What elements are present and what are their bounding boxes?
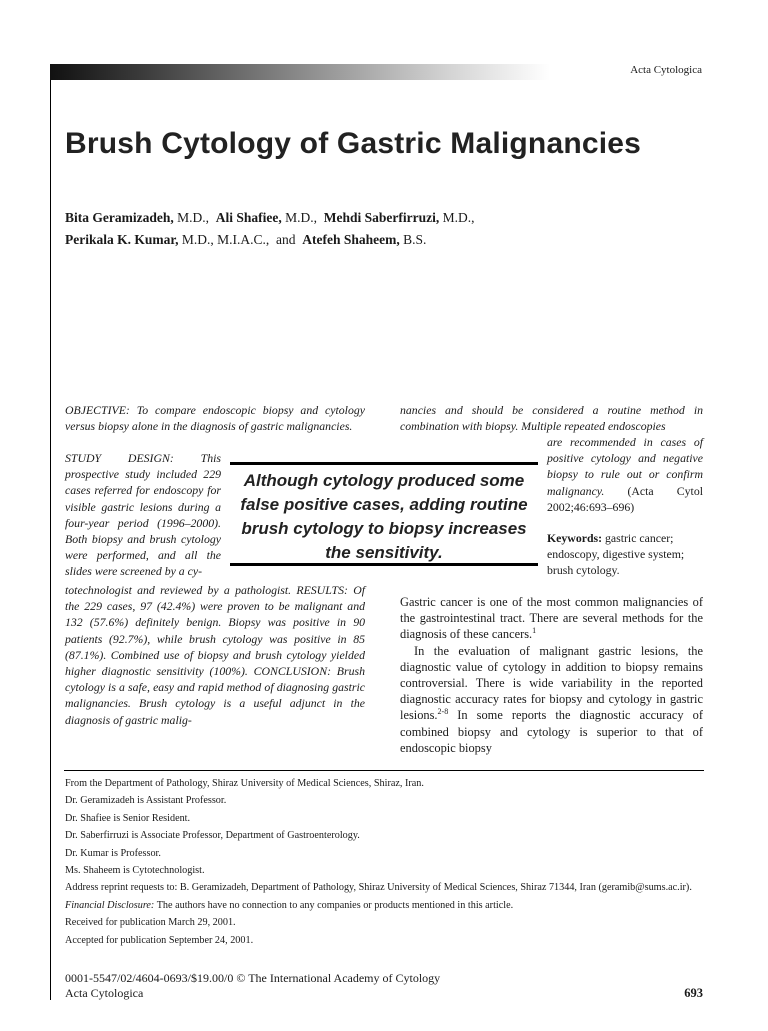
author-degree: B.S. xyxy=(399,232,427,247)
body-paragraph-text: In some reports the diagnostic accuracy of combined biopsy and cytology is superior to that of endoscopic biopsy xyxy=(400,708,703,755)
body-text xyxy=(400,594,703,756)
abstract-study-design: STUDY DESIGN: This prospective study included 229 cases referred for endoscopy for visible gastric lesions during a four-year period (1996–2000). Both biopsy and brush cytology were performed, and all the slides were screened by a cy- xyxy=(65,451,221,579)
author-name: Perikala K. Kumar, xyxy=(65,232,179,247)
author-name: Bita Geramizadeh, xyxy=(65,210,174,225)
footnote-author-role: Dr. Geramizadeh is Assistant Professor. xyxy=(65,795,227,807)
footnote-reprint: Address reprint requests to: B. Geramizadeh, Department of Pathology, Shiraz University of Medical Sciences, Shiraz 71344, Iran (geramib@sums.ac.ir). xyxy=(65,882,692,894)
author-conjunction: and xyxy=(276,232,296,247)
header-gradient-bar xyxy=(50,64,550,80)
footnotes xyxy=(65,778,703,952)
abstract-results-conclusion: totechnologist and reviewed by a pathologist. RESULTS: Of the 229 cases, 97 (42.4%) were proven to be malignant and 132 (57.6%) definitely benign. Biopsy was positive in 90 patients (92.7%), while brush cytology was positive in 85 (87.1%). Combined use of biopsy and brush cytology yielded higher diagnostic sensitivity (100%). CONCLUSION: Brush cytology is a safe, easy and rapid method of diagnosing gastric malignancies. Brush cytology is a useful adjunct in the diagnosis of gastric malig- xyxy=(65,583,365,727)
keywords-label: Keywords: xyxy=(547,531,603,545)
footnote-author-role: Dr. Saberfirruzi is Associate Professor, Department of Gastroenterology. xyxy=(65,830,360,842)
footnote-received: Received for publication March 29, 2001. xyxy=(65,917,236,929)
body-paragraph xyxy=(400,594,703,643)
pull-quote: Although cytology produced some false positive cases, adding routine brush cytology to biopsy increases the sensitivity. xyxy=(230,462,538,566)
running-header-journal: Acta Cytologica xyxy=(630,64,702,76)
reference-marker: 1 xyxy=(532,626,537,636)
author-degree: M.D., xyxy=(281,210,318,225)
abstract-continuation: nancies and should be considered a routine method in combination with biopsy. Multiple repeated endoscopies xyxy=(400,403,703,434)
left-margin-rule xyxy=(50,64,51,1000)
body-paragraph-text: In the evaluation of malignant gastric lesions, the diagnostic value of cytology in addition to biopsy remains controversial. There is wide variability in the reported diagnostic accuracy rates for biopsy and cytology in gastric lesions. xyxy=(400,643,703,723)
article-title: Brush Cytology of Gastric Malignancies xyxy=(65,127,642,160)
body-paragraph xyxy=(400,643,703,756)
footnote-author-role: Dr. Kumar is Professor. xyxy=(65,847,161,859)
footnote-disclosure xyxy=(65,900,703,913)
abstract-objective: OBJECTIVE: To compare endoscopic biopsy and cytology versus biopsy alone in the diagnosis of gastric malignancies. xyxy=(65,403,365,434)
author-degree: M.D., M.I.A.C., xyxy=(178,232,270,247)
abstract-continuation-narrow xyxy=(547,434,703,515)
disclosure-text: The authors have no connection to any companies or products mentioned in this article. xyxy=(154,899,514,911)
author-name: Mehdi Saberfirruzi, xyxy=(323,210,440,225)
copyright-block xyxy=(65,971,440,1001)
abstract-citation: (Acta Cytol 2002;46:693–696) xyxy=(547,483,703,514)
reference-marker: 2-8 xyxy=(437,707,449,717)
footnote-affiliation: From the Department of Pathology, Shiraz University of Medical Sciences, Shiraz, Iran. xyxy=(65,778,424,789)
author-list xyxy=(65,207,705,251)
author-degree: M.D., xyxy=(173,210,209,225)
footnote-author-role: Dr. Shafiee is Senior Resident. xyxy=(65,812,191,824)
footnote-accepted: Accepted for publication September 24, 2001. xyxy=(65,934,254,946)
footnote-author-role: Ms. Shaheem is Cytotechnologist. xyxy=(65,864,205,876)
keywords-block xyxy=(547,530,703,579)
disclosure-label: Financial Disclosure: xyxy=(65,899,155,911)
keywords-text: gastric cancer; endoscopy, digestive system; brush cytology. xyxy=(547,531,685,578)
author-degree: M.D., xyxy=(439,210,475,225)
author-name: Atefeh Shaheem, xyxy=(302,232,400,247)
body-paragraph-text: Gastric cancer is one of the most common malignancies of the gastrointestinal tract. There are several methods for the diagnosis of these cancers. xyxy=(400,595,703,642)
footnote-divider xyxy=(64,770,704,771)
journal-footer: Acta Cytologica xyxy=(65,986,144,1000)
copyright-line: 0001-5547/02/4604-0693/$19.00/0 © The International Academy of Cytology xyxy=(65,971,441,985)
author-name: Ali Shafiee, xyxy=(215,210,282,225)
abstract-end-text: are recommended in cases of positive cytology and negative biopsy to rule out or confirm malignancy. xyxy=(547,435,703,498)
page-number: 693 xyxy=(684,986,703,1000)
